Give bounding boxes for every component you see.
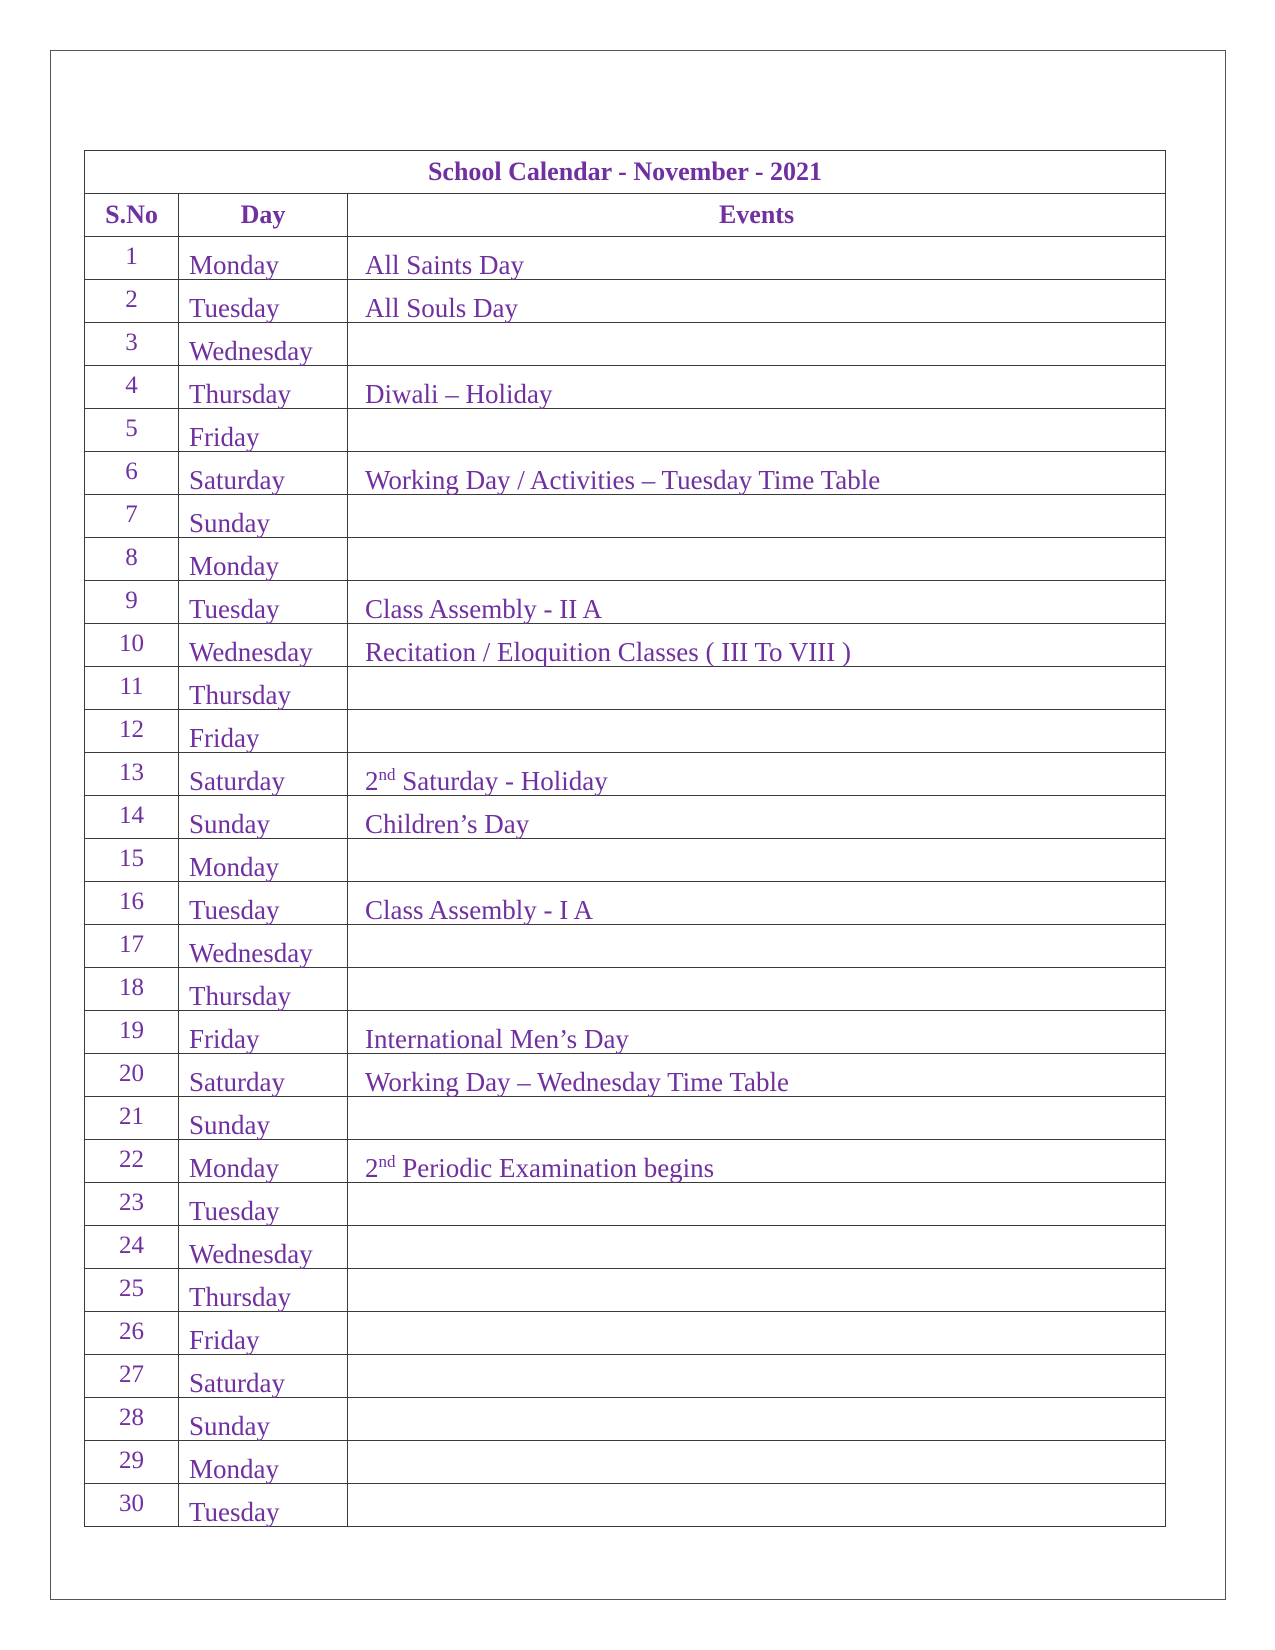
row-event bbox=[348, 1441, 1166, 1484]
calendar-table bbox=[84, 150, 1166, 1527]
event-text: Saturday - Holiday bbox=[402, 765, 608, 796]
table-row bbox=[85, 753, 1166, 796]
row-day: Friday bbox=[179, 1011, 348, 1054]
table-row bbox=[85, 409, 1166, 452]
row-day: Thursday bbox=[179, 366, 348, 409]
table-row bbox=[85, 495, 1166, 538]
table-row bbox=[85, 1312, 1166, 1355]
event-ordinal-number: 2 bbox=[365, 765, 379, 796]
row-sno: 14 bbox=[85, 796, 179, 839]
row-day: Wednesday bbox=[179, 925, 348, 968]
row-event bbox=[348, 925, 1166, 968]
row-event bbox=[348, 1097, 1166, 1140]
table-row bbox=[85, 538, 1166, 581]
row-day: Sunday bbox=[179, 1398, 348, 1441]
row-sno: 5 bbox=[85, 409, 179, 452]
row-day: Sunday bbox=[179, 1097, 348, 1140]
table-row bbox=[85, 1054, 1166, 1097]
row-sno: 2 bbox=[85, 280, 179, 323]
row-day: Friday bbox=[179, 710, 348, 753]
row-sno: 11 bbox=[85, 667, 179, 710]
row-event bbox=[348, 1140, 1166, 1183]
table-row bbox=[85, 1398, 1166, 1441]
row-event bbox=[348, 409, 1166, 452]
row-event: Recitation / Eloquition Classes ( III To VIII ) bbox=[348, 624, 1166, 667]
row-event bbox=[348, 538, 1166, 581]
row-day: Tuesday bbox=[179, 882, 348, 925]
row-sno: 19 bbox=[85, 1011, 179, 1054]
row-day: Monday bbox=[179, 1140, 348, 1183]
table-row bbox=[85, 366, 1166, 409]
row-day: Tuesday bbox=[179, 581, 348, 624]
row-sno: 15 bbox=[85, 839, 179, 882]
row-sno: 16 bbox=[85, 882, 179, 925]
row-event: Class Assembly - II A bbox=[348, 581, 1166, 624]
row-day: Monday bbox=[179, 1441, 348, 1484]
table-row bbox=[85, 667, 1166, 710]
row-event bbox=[348, 1312, 1166, 1355]
row-day: Saturday bbox=[179, 1355, 348, 1398]
row-sno: 24 bbox=[85, 1226, 179, 1269]
row-day: Friday bbox=[179, 409, 348, 452]
row-day: Tuesday bbox=[179, 1183, 348, 1226]
header-events: Events bbox=[348, 194, 1166, 237]
row-sno: 27 bbox=[85, 1355, 179, 1398]
table-row bbox=[85, 1183, 1166, 1226]
row-day: Thursday bbox=[179, 667, 348, 710]
row-sno: 1 bbox=[85, 237, 179, 280]
row-day: Friday bbox=[179, 1312, 348, 1355]
row-sno: 18 bbox=[85, 968, 179, 1011]
table-row bbox=[85, 882, 1166, 925]
table-row bbox=[85, 796, 1166, 839]
row-day: Thursday bbox=[179, 1269, 348, 1312]
row-event: All Saints Day bbox=[348, 237, 1166, 280]
row-event: Working Day / Activities – Tuesday Time Table bbox=[348, 452, 1166, 495]
row-event bbox=[348, 323, 1166, 366]
row-event bbox=[348, 495, 1166, 538]
event-ordinal-suffix: nd bbox=[378, 764, 396, 784]
table-row bbox=[85, 237, 1166, 280]
row-day: Wednesday bbox=[179, 323, 348, 366]
row-sno: 26 bbox=[85, 1312, 179, 1355]
row-event: Working Day – Wednesday Time Table bbox=[348, 1054, 1166, 1097]
row-event bbox=[348, 1183, 1166, 1226]
row-day: Wednesday bbox=[179, 624, 348, 667]
row-sno: 30 bbox=[85, 1484, 179, 1527]
table-row bbox=[85, 323, 1166, 366]
row-day: Sunday bbox=[179, 796, 348, 839]
event-text: Periodic Examination begins bbox=[402, 1152, 715, 1183]
row-day: Thursday bbox=[179, 968, 348, 1011]
row-sno: 23 bbox=[85, 1183, 179, 1226]
row-sno: 13 bbox=[85, 753, 179, 796]
row-event: All Souls Day bbox=[348, 280, 1166, 323]
row-day: Wednesday bbox=[179, 1226, 348, 1269]
row-day: Tuesday bbox=[179, 280, 348, 323]
row-event: Children’s Day bbox=[348, 796, 1166, 839]
row-day: Tuesday bbox=[179, 1484, 348, 1527]
row-sno: 25 bbox=[85, 1269, 179, 1312]
table-row bbox=[85, 925, 1166, 968]
table-row bbox=[85, 1097, 1166, 1140]
table-row bbox=[85, 280, 1166, 323]
table-row bbox=[85, 624, 1166, 667]
row-sno: 4 bbox=[85, 366, 179, 409]
calendar-title: School Calendar - November - 2021 bbox=[85, 151, 1166, 194]
event-ordinal-number: 2 bbox=[365, 1152, 379, 1183]
row-event bbox=[348, 1226, 1166, 1269]
row-sno: 8 bbox=[85, 538, 179, 581]
row-day: Monday bbox=[179, 839, 348, 882]
row-sno: 7 bbox=[85, 495, 179, 538]
row-sno: 21 bbox=[85, 1097, 179, 1140]
row-event bbox=[348, 667, 1166, 710]
event-ordinal-suffix: nd bbox=[378, 1151, 396, 1171]
row-event: Diwali – Holiday bbox=[348, 366, 1166, 409]
table-row bbox=[85, 581, 1166, 624]
row-event bbox=[348, 753, 1166, 796]
row-day: Monday bbox=[179, 538, 348, 581]
table-row bbox=[85, 1140, 1166, 1183]
row-event bbox=[348, 839, 1166, 882]
row-sno: 22 bbox=[85, 1140, 179, 1183]
row-day: Saturday bbox=[179, 1054, 348, 1097]
header-row bbox=[85, 194, 1166, 237]
row-event: Class Assembly - I A bbox=[348, 882, 1166, 925]
row-day: Monday bbox=[179, 237, 348, 280]
row-day: Saturday bbox=[179, 753, 348, 796]
row-sno: 12 bbox=[85, 710, 179, 753]
table-row bbox=[85, 839, 1166, 882]
table-row bbox=[85, 1226, 1166, 1269]
row-event bbox=[348, 968, 1166, 1011]
row-event bbox=[348, 1355, 1166, 1398]
row-sno: 3 bbox=[85, 323, 179, 366]
header-day: Day bbox=[179, 194, 348, 237]
title-row bbox=[85, 151, 1166, 194]
row-sno: 29 bbox=[85, 1441, 179, 1484]
row-day: Sunday bbox=[179, 495, 348, 538]
row-sno: 28 bbox=[85, 1398, 179, 1441]
calendar-body bbox=[85, 237, 1166, 1527]
table-row bbox=[85, 1355, 1166, 1398]
row-sno: 10 bbox=[85, 624, 179, 667]
row-sno: 6 bbox=[85, 452, 179, 495]
row-day: Saturday bbox=[179, 452, 348, 495]
row-sno: 9 bbox=[85, 581, 179, 624]
row-event bbox=[348, 1269, 1166, 1312]
table-row bbox=[85, 710, 1166, 753]
row-event: International Men’s Day bbox=[348, 1011, 1166, 1054]
table-row bbox=[85, 452, 1166, 495]
header-sno: S.No bbox=[85, 194, 179, 237]
table-row bbox=[85, 1011, 1166, 1054]
row-sno: 17 bbox=[85, 925, 179, 968]
row-sno: 20 bbox=[85, 1054, 179, 1097]
row-event bbox=[348, 1398, 1166, 1441]
table-row bbox=[85, 1441, 1166, 1484]
row-event bbox=[348, 1484, 1166, 1527]
table-row bbox=[85, 1269, 1166, 1312]
row-event bbox=[348, 710, 1166, 753]
table-row bbox=[85, 1484, 1166, 1527]
table-row bbox=[85, 968, 1166, 1011]
